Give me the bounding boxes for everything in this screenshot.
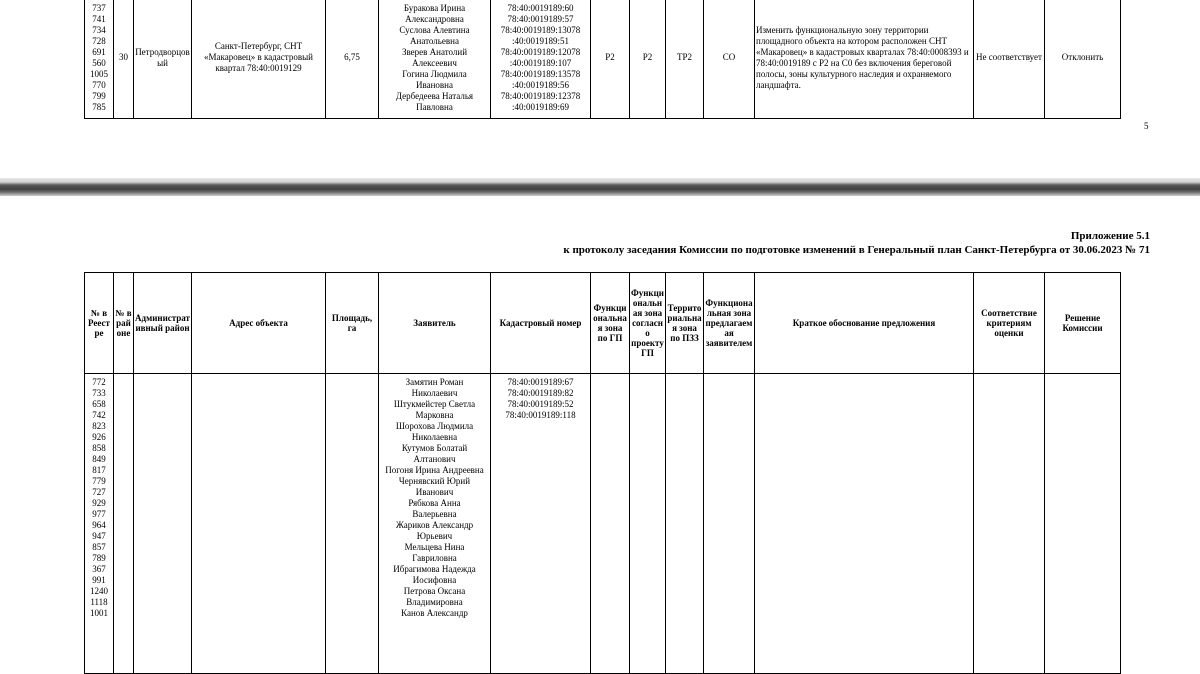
cadastral-number: 78:40:0019189:57 bbox=[507, 13, 574, 24]
reg-number: 742 bbox=[92, 410, 106, 420]
reg-number: 1118 bbox=[90, 597, 108, 607]
applicant-line: Ивановна bbox=[415, 79, 453, 90]
applicant-line: Мельцева Нина bbox=[404, 542, 465, 552]
cadastral-number: 78:40:0019189:12078 bbox=[500, 46, 581, 57]
reg-number: 823 bbox=[92, 421, 106, 431]
applicant-line: Анатольевна bbox=[410, 35, 459, 46]
header-justification: Краткое обоснование предложения bbox=[755, 273, 974, 374]
reg-number: 1001 bbox=[90, 608, 108, 618]
justification-cell: Изменить функциональную зону территории площадного объекта на котором расположен СНТ «Макаровец» в кадастровых кварталах 78:40:0008393 и 78:40:0019189 с Р2 на С0 без включения береговой полосы, зоны культурного наследия и охраняемого ландшафта. bbox=[755, 0, 974, 119]
header-area: Площадь, га bbox=[326, 273, 379, 374]
registry-table-appendix bbox=[84, 272, 1121, 674]
empty-cell bbox=[704, 374, 755, 674]
reg-number: 785 bbox=[92, 101, 106, 112]
reg-number: 929 bbox=[92, 498, 106, 508]
cadastral-number: 78:40:0019189:118 bbox=[505, 410, 576, 420]
cadastral-number: 78:40:0019189:82 bbox=[507, 388, 574, 398]
reg-number: 560 bbox=[92, 57, 106, 68]
applicant-line: Алексеевич bbox=[412, 57, 457, 68]
applicant-line: Буракова Ирина bbox=[403, 2, 466, 13]
applicant-line: Иванович bbox=[415, 487, 454, 497]
header-district-no: № в районе bbox=[114, 273, 134, 374]
cadastral-number: :40:0019189:56 bbox=[511, 79, 569, 90]
applicant-line: Иосифовна bbox=[412, 575, 457, 585]
applicants bbox=[380, 3, 489, 113]
applicant-line: Алтанович bbox=[413, 454, 456, 464]
area-cell: 6,75 bbox=[326, 0, 379, 119]
reg-number: 367 bbox=[92, 564, 106, 574]
cadastral-number: 78:40:0019189:52 bbox=[507, 399, 574, 409]
reg-number: 858 bbox=[92, 443, 106, 453]
applicant-line: Дербедеева Наталья bbox=[395, 90, 474, 101]
applicant-line: Зверев Анатолий bbox=[401, 46, 468, 57]
reg-number: 817 bbox=[92, 465, 106, 475]
table-row bbox=[85, 0, 1121, 119]
reg-number: 741 bbox=[92, 13, 106, 24]
reg-numbers bbox=[86, 377, 112, 619]
cadastral-number: 78:40:0019189:13578 bbox=[500, 68, 581, 79]
decision-cell: Отклонить bbox=[1045, 0, 1121, 119]
applicant-line: Гавриловна bbox=[412, 553, 457, 563]
applicant-line: Канов Александр bbox=[401, 608, 468, 618]
empty-cell bbox=[630, 374, 666, 674]
cadastral-numbers bbox=[492, 3, 589, 113]
empty-cell bbox=[591, 374, 630, 674]
header-cadastral: Кадастровый номер bbox=[491, 273, 591, 374]
empty-cell bbox=[134, 374, 192, 674]
reg-number: 977 bbox=[92, 509, 106, 519]
criteria-cell: Не соответствует bbox=[974, 0, 1045, 119]
header-pzz-zone: Территориальная зона по ПЗЗ bbox=[666, 273, 704, 374]
header-decision: Решение Комиссии bbox=[1045, 273, 1121, 374]
applicant-line: Погоня Ирина Андреевна bbox=[385, 465, 484, 475]
applicant-line: Суслова Алевтина bbox=[399, 24, 470, 35]
applicant-line: Юрьевич bbox=[416, 531, 453, 541]
applicant-line: Чернявский Юрий bbox=[398, 476, 471, 486]
header-criteria: Соответствие критериям оценки bbox=[974, 273, 1045, 374]
applicant-line: Жариков Александр bbox=[395, 520, 474, 530]
cadastral-number: :40:0019189:69 bbox=[511, 101, 569, 112]
reg-number: 691 bbox=[92, 46, 106, 57]
reg-number: 991 bbox=[92, 575, 106, 585]
header-district: Административный район bbox=[134, 273, 192, 374]
applicant-line: Гогина Людмила bbox=[402, 68, 467, 79]
applicant-line: Кутумов Болатай bbox=[401, 443, 468, 453]
cadastral-number: :40:0019189:107 bbox=[509, 57, 572, 68]
reg-number: 658 bbox=[92, 399, 106, 409]
empty-cell bbox=[1045, 374, 1121, 674]
reg-number: 733 bbox=[92, 388, 106, 398]
proposed-zone-cell: СО bbox=[704, 0, 755, 119]
reg-number: 728 bbox=[92, 35, 106, 46]
district-no-cell: 30 bbox=[114, 0, 134, 119]
cadastral-number: 78:40:0019189:12378 bbox=[500, 90, 581, 101]
empty-cell bbox=[755, 374, 974, 674]
reg-number: 947 bbox=[92, 531, 106, 541]
header-gp-project-zone: Функциональная зона согласно проекту ГП bbox=[630, 273, 666, 374]
table-row bbox=[85, 374, 1121, 674]
applicants bbox=[380, 377, 489, 619]
reg-number: 737 bbox=[92, 2, 106, 13]
reg-numbers-cell bbox=[85, 374, 114, 674]
header-address: Адрес объекта bbox=[192, 273, 326, 374]
page-separator bbox=[0, 178, 1200, 196]
applicant-line: Рябкова Анна bbox=[408, 498, 461, 508]
cadastral-cell bbox=[491, 374, 591, 674]
applicant-line: Николаевна bbox=[411, 432, 458, 442]
applicants-cell bbox=[379, 374, 491, 674]
applicant-line: Марковна bbox=[415, 410, 454, 420]
reg-number: 926 bbox=[92, 432, 106, 442]
reg-number: 799 bbox=[92, 90, 106, 101]
cadastral-number: :40:0019189:51 bbox=[511, 35, 569, 46]
applicant-line: Павловна bbox=[416, 101, 453, 112]
reg-number: 772 bbox=[92, 377, 106, 387]
reg-number: 857 bbox=[92, 542, 106, 552]
pzz-zone-cell: ТР2 bbox=[666, 0, 704, 119]
header-applicant: Заявитель bbox=[379, 273, 491, 374]
empty-cell bbox=[114, 374, 134, 674]
reg-number: 964 bbox=[92, 520, 106, 530]
gp-project-zone-cell: Р2 bbox=[630, 0, 666, 119]
cadastral-numbers bbox=[492, 377, 589, 421]
applicant-line: Ибрагимова Надежда bbox=[393, 564, 476, 574]
applicant-line: Александровна bbox=[405, 13, 464, 24]
applicant-line: Владимировна bbox=[406, 597, 463, 607]
applicant-line: Штукмейстер Светла bbox=[393, 399, 476, 409]
cadastral-number: 78:40:0019189:60 bbox=[507, 2, 574, 13]
empty-cell bbox=[974, 374, 1045, 674]
header-proposed-zone: Функциональная зона предлагаемая заявителем bbox=[704, 273, 755, 374]
applicant-line: Шорохова Людмила bbox=[395, 421, 474, 431]
header-gp-zone: Функциональная зона по ГП bbox=[591, 273, 630, 374]
appendix-title: Приложение 5.1 bbox=[1070, 230, 1150, 242]
reg-number: 1005 bbox=[90, 68, 108, 79]
applicant-line: Валерьевна bbox=[412, 509, 457, 519]
page-number: 5 bbox=[1144, 121, 1149, 131]
header-reg-no: № в Реестре bbox=[85, 273, 114, 374]
applicants-cell bbox=[379, 0, 491, 119]
reg-number: 849 bbox=[92, 454, 106, 464]
cadastral-number: 78:40:0019189:67 bbox=[507, 377, 574, 387]
document-page-5 bbox=[0, 0, 1200, 178]
applicant-line: Николаевич bbox=[411, 388, 458, 398]
reg-number: 779 bbox=[92, 476, 106, 486]
applicant-line: Петрова Оксана bbox=[403, 586, 466, 596]
table-header-row bbox=[85, 273, 1121, 374]
registry-table-page-5 bbox=[84, 0, 1121, 119]
district-cell: Петродворцовый bbox=[134, 0, 192, 119]
applicant-line: Замятин Роман bbox=[405, 377, 464, 387]
appendix-subtitle: к протоколу заседания Комиссии по подготовке изменений в Генеральный план Санкт-Петербурга от 30.06.2023 № 71 bbox=[563, 244, 1150, 256]
document-page-appendix bbox=[0, 196, 1200, 630]
reg-number: 770 bbox=[92, 79, 106, 90]
address-cell: Санкт-Петербург, СНТ «Макаровец» в кадастровый квартал 78:40:0019129 bbox=[192, 0, 326, 119]
cadastral-cell bbox=[491, 0, 591, 119]
reg-number: 734 bbox=[92, 24, 106, 35]
reg-numbers-cell bbox=[85, 0, 114, 119]
reg-number: 789 bbox=[92, 553, 106, 563]
gp-zone-cell: Р2 bbox=[591, 0, 630, 119]
empty-cell bbox=[326, 374, 379, 674]
reg-number: 727 bbox=[92, 487, 106, 497]
reg-number: 1240 bbox=[90, 586, 108, 596]
reg-numbers bbox=[86, 3, 112, 113]
empty-cell bbox=[666, 374, 704, 674]
empty-cell bbox=[192, 374, 326, 674]
cadastral-number: 78:40:0019189:13078 bbox=[500, 24, 581, 35]
